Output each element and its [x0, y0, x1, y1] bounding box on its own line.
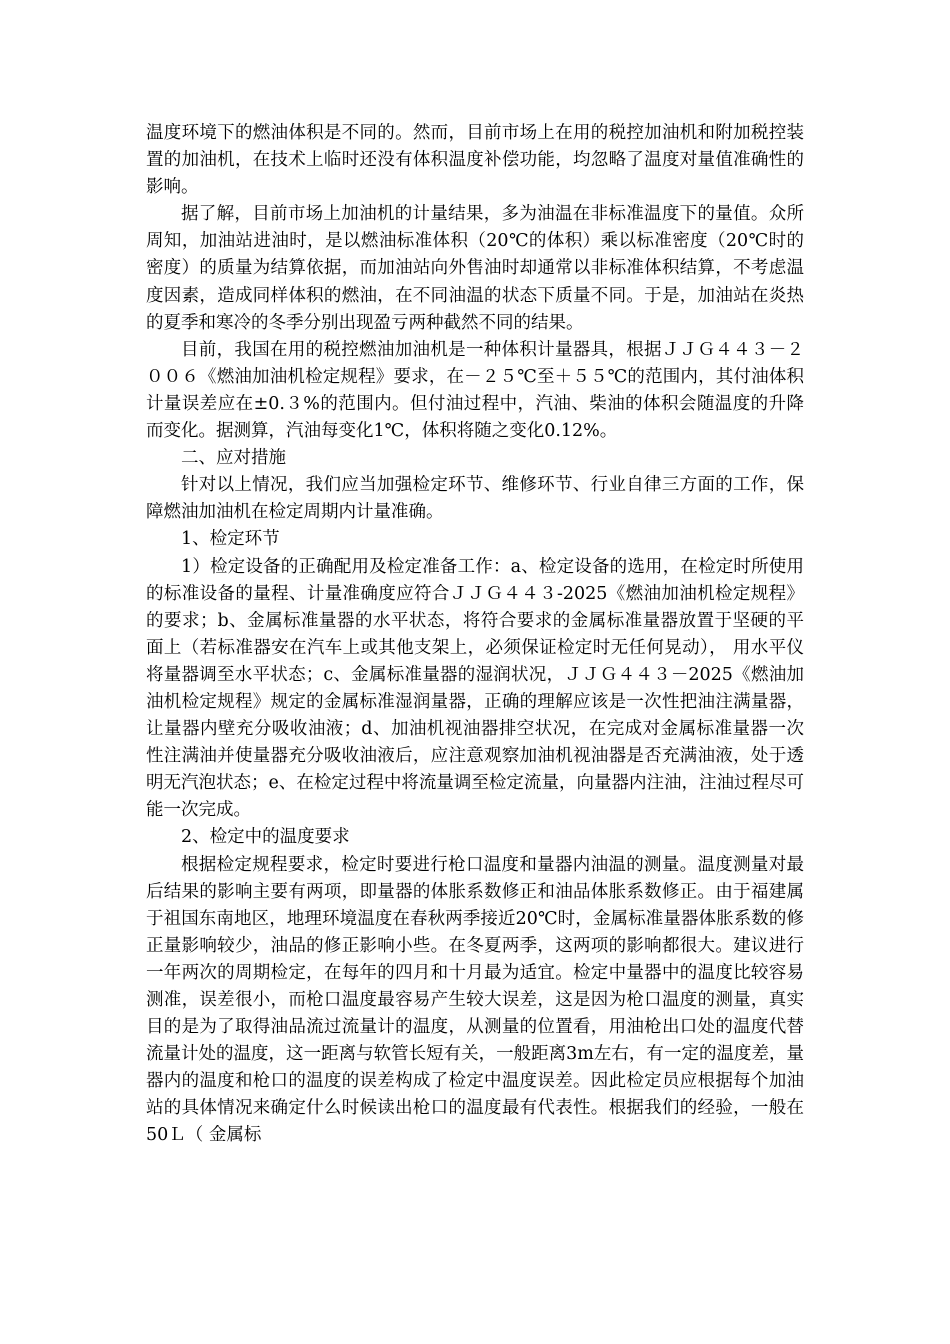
paragraph-tax-control-dispenser: 目前，我国在用的税控燃油加油机是一种体积计量器具，根据ＪＪＧ４４３－２００６《燃油加油机检定规程》要求，在－２５℃至＋５５℃的范围内，其付油体积计量误差应在±0.３%的范围内。但付油过程中，汽油、柴油的体积会随温度的升降而变化。据测算，汽油每变化1℃，体积将随之变化0.12%。	[146, 339, 804, 442]
paragraph-measurement-results: 据了解，目前市场上加油机的计量结果，多为油温在非标准温度下的量值。众所周知，加油站进油时，是以燃油标准体积（20℃的体积）乘以标准密度（20℃时的密度）的质量为结算依据，而加油站向外售油时却通常以非标准体积结算，不考虑温度因素，造成同样体积的燃油，在不同油温的状态下质量不同。于是，加油站在炎热的夏季和寒冷的冬季分别出现盈亏两种截然不同的结果。	[146, 204, 804, 333]
section-heading-countermeasures: 二、应对措施	[181, 448, 286, 469]
subheading-verification-step: 1、检定环节	[181, 529, 280, 550]
paragraph-equipment-preparation: 1）检定设备的正确配用及检定准备工作：a、检定设备的选用，在检定时所使用的标准设备的量程、计量准确度应符合ＪＪＧ４４３-2025《燃油加油机检定规程》的要求；b、金属标准量器的水平状态，将符合要求的金属标准量器放置于坚硬的平面上（若标准器安在汽车上或其他支架上，必须保证检定时无任何晃动）， 用水平仪将量器调至水平状态；c、金属标准量器的湿润状况，ＪＪＧ４４３－2025《燃油加油机检定规程》规定的金属标准湿润量器，正确的理解应该是一次性把油注满量器，让量器内壁充分吸收油液；d、加油机视油器排空状况，在完成对金属标准量器一次性注满油并使量器充分吸收油液后，应注意观察加油机视油器是否充满油液，处于透明无汽泡状态；e、在检定过程中将流量调至检定流量，向量器内注油，注油过程尽可能一次完成。	[146, 556, 804, 821]
paragraph-countermeasures-intro: 针对以上情况，我们应当加强检定环节、维修环节、行业自律三方面的工作，保障燃油加油机在检定周期内计量准确。	[146, 475, 804, 523]
paragraph-intro-continued: 温度环境下的燃油体积是不同的。然而，目前市场上在用的税控加油机和附加税控装置的加油机，在技术上临时还没有体积温度补偿功能，均忽略了温度对量值准确性的影响。	[146, 123, 804, 198]
paragraph-temperature-measurement: 根据检定规程要求，检定时要进行枪口温度和量器内油温的测量。温度测量对最后结果的影响主要有两项，即量器的体胀系数修正和油品体胀系数修正。由于福建属于祖国东南地区，地理环境温度在春秋两季接近20℃时，金属标准量器体胀系数的修正量影响较少，油品的修正影响小些。在冬夏两季，这两项的影响都很大。建议进行一年两次的周期检定，在每年的四月和十月最为适宜。检定中量器中的温度比较容易测准，误差很小，而枪口温度最容易产生较大误差，这是因为枪口温度的测量，真实目的是为了取得油品流过流量计的温度，从测量的位置看，用油枪出口处的温度代替流量计处的温度，这一距离与软管长短有关，一般距离3m左右，有一定的温度差，量器内的温度和枪口的温度的误差构成了检定中温度误差。因此检定员应根据每个加油站的具体情况来确定什么时候读出枪口的温度最有代表性。根据我们的经验，一般在50Ｌ（ 金属标	[146, 854, 804, 1146]
document-body	[146, 120, 804, 1150]
subheading-temperature-requirements: 2、检定中的温度要求	[181, 827, 350, 848]
